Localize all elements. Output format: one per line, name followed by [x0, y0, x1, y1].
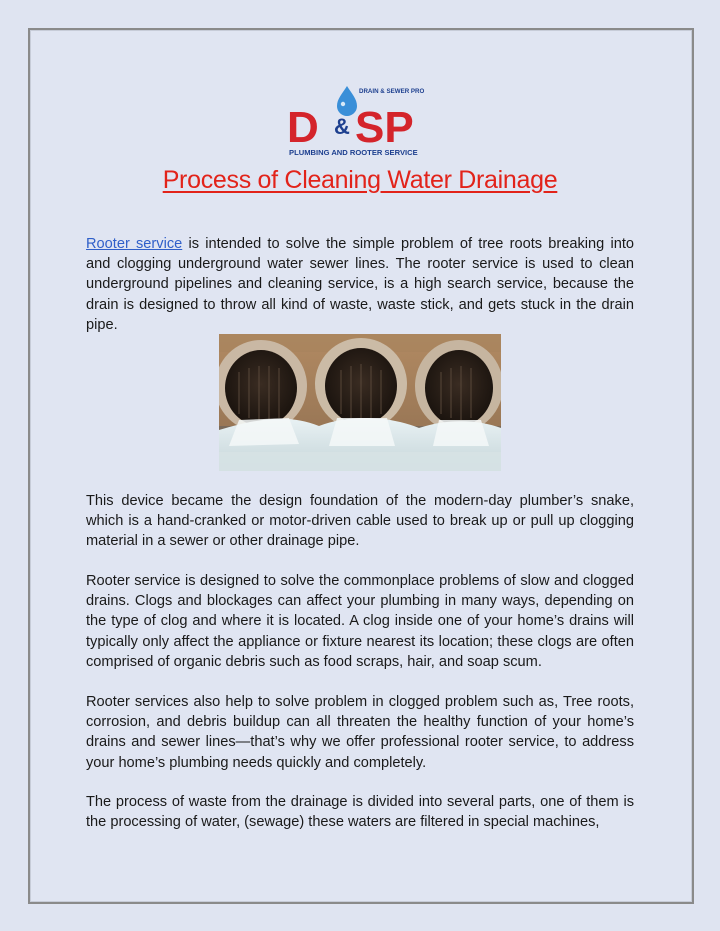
logo-brand-amp: & [334, 114, 350, 139]
rooter-service-link[interactable]: Rooter service [86, 236, 183, 252]
paragraph-5: The process of waste from the drainage is divided into several parts, one of them is the processing of water, (sewage) these waters are filtered in special machines, [86, 794, 634, 831]
logo-top-text: DRAIN & SEWER PRO [359, 88, 425, 95]
logo-brand-d: D [287, 103, 319, 152]
dsp-logo [285, 84, 435, 160]
document-title: Process of Cleaning Water Drainage [162, 166, 558, 194]
paragraph-2: This device became the design foundation of the modern-day plumber’s snake, which is a hand-cranked or motor-driven cable used to break up or pull up clogging material in a sewer or other drainage pipe. [86, 493, 634, 550]
drainage-pipes-photo [219, 334, 501, 471]
paragraph-1-text: is intended to solve the simple problem of tree roots breaking into and clogging underground water sewer lines. The rooter service is used to clean underground pipelines and cleaning service, is a high search service, because the drain is designed to throw all kind of waste, waste stick, and gets stuck in the drain pipe. [86, 236, 634, 333]
logo-brand-sp: SP [355, 103, 414, 152]
water-drop-icon [337, 86, 357, 116]
paragraph-4: Rooter services also help to solve problem in clogged problem such as, Tree roots, corrosion, and debris buildup can all threaten the healthy function of your home’s drains and sewer lines—that’s why we offer professional rooter service, to address your home’s plumbing needs quickly and completely. [86, 694, 634, 771]
paragraph-1 [86, 234, 634, 335]
paragraph-3: Rooter service is designed to solve the commonplace problems of slow and clogged drains. Clogs and blockages can affect your plumbing in many ways, depending on the type of clog and where it is located. A clog inside one of your home’s drains will typically only affect the appliance or fixture nearest its location; these clogs are often comprised of organic debris such as food scraps, hair, and soap scum. [86, 573, 634, 670]
logo-bottom-text: PLUMBING AND ROOTER SERVICE [289, 148, 418, 157]
